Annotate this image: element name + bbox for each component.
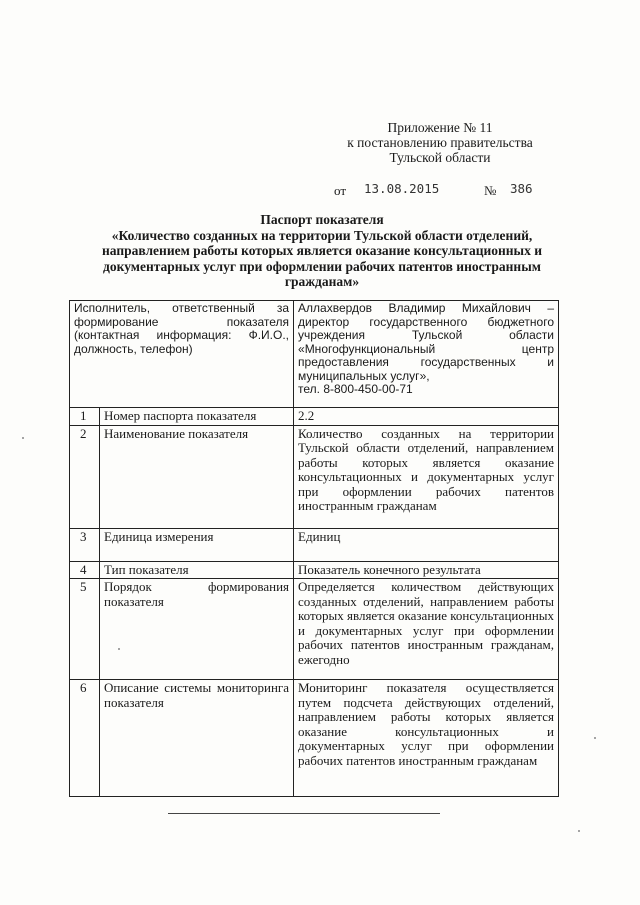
row-value: 2.2 (294, 408, 559, 426)
row-label: Номер паспорта показателя (100, 408, 294, 426)
table-row (70, 579, 559, 680)
executor-phone: тел. 8-800-450-00-71 (298, 382, 413, 396)
row-value: Определяется количеством действующих созданных отделений, направлением работы которых является оказание консультационных и документарных услуг при оформлении рабочих патентов иностранным гражданам, ежегодно (294, 579, 559, 680)
row-value: Единиц (294, 528, 559, 561)
title-line-5: гражданам» (284, 274, 360, 289)
row-number: 2 (70, 425, 100, 528)
table-row (70, 408, 559, 426)
scan-speck (118, 648, 120, 650)
row-number: 6 (70, 680, 100, 797)
document-title (72, 212, 572, 290)
row-label: Наименование показателя (100, 425, 294, 528)
row-label: Описание системы мониторинга показателя (100, 680, 294, 797)
appendix-resolution: к постановлению правительства (347, 135, 533, 150)
order-from-label: от (334, 183, 347, 198)
row-value: Мониторинг показателя осуществляется путем подсчета действующих отделений, направлением работы которых является оказание консультационных и документарных услуг при оформлении рабочих патентов иностранным гражданам (294, 680, 559, 797)
appendix-number: Приложение № 11 (387, 120, 493, 135)
table-row (70, 425, 559, 528)
appendix-region: Тульской области (389, 150, 491, 165)
order-date-stamp: 13.08.2015 (364, 181, 440, 196)
title-line-3: направлением работы которых является оказание консультационных и (101, 243, 542, 258)
row-label: Порядок формирования показателя (100, 579, 294, 680)
row-value: Показатель конечного результата (294, 561, 559, 579)
executor-name: Аллахвердов Владимир Михайлович – директор государственного бюджетного учреждения Тульской области «Многофункциональный центр предоставления государственных и муниципальных услуг», (298, 301, 555, 383)
table-row (70, 301, 559, 408)
order-line (334, 181, 554, 199)
order-number-sign: № (484, 183, 497, 198)
bottom-rule (168, 813, 440, 814)
row-label: Единица измерения (100, 528, 294, 561)
scan-speck (578, 830, 580, 832)
passport-table (69, 300, 559, 797)
row-number: 5 (70, 579, 100, 680)
row-number: 3 (70, 528, 100, 561)
table-row (70, 561, 559, 579)
row-number: 1 (70, 408, 100, 426)
title-line-2: «Количество созданных на территории Тульской области отделений, (111, 227, 533, 243)
scan-speck (22, 437, 24, 439)
table-row (70, 680, 559, 797)
row-number: 4 (70, 561, 100, 579)
title-line-4: документарных услуг при оформлении рабочих патентов иностранным (103, 258, 541, 274)
table-row (70, 528, 559, 561)
row-value: Количество созданных на территории Тульской области отделений, направлением работы которых является оказание консультационных и документарных услуг при оформлении рабочих патентов иностранным гражданам (294, 425, 559, 528)
title-line-1: Паспорт показателя (260, 212, 384, 227)
order-number-stamp: 386 (510, 181, 533, 196)
executor-value (294, 301, 559, 408)
row-label: Тип показателя (100, 561, 294, 579)
executor-label: Исполнитель, ответственный за формирование показателя (контактная информация: Ф.И.О., должность, телефон) (70, 301, 294, 408)
appendix-header (330, 120, 550, 165)
scan-speck (594, 737, 596, 739)
